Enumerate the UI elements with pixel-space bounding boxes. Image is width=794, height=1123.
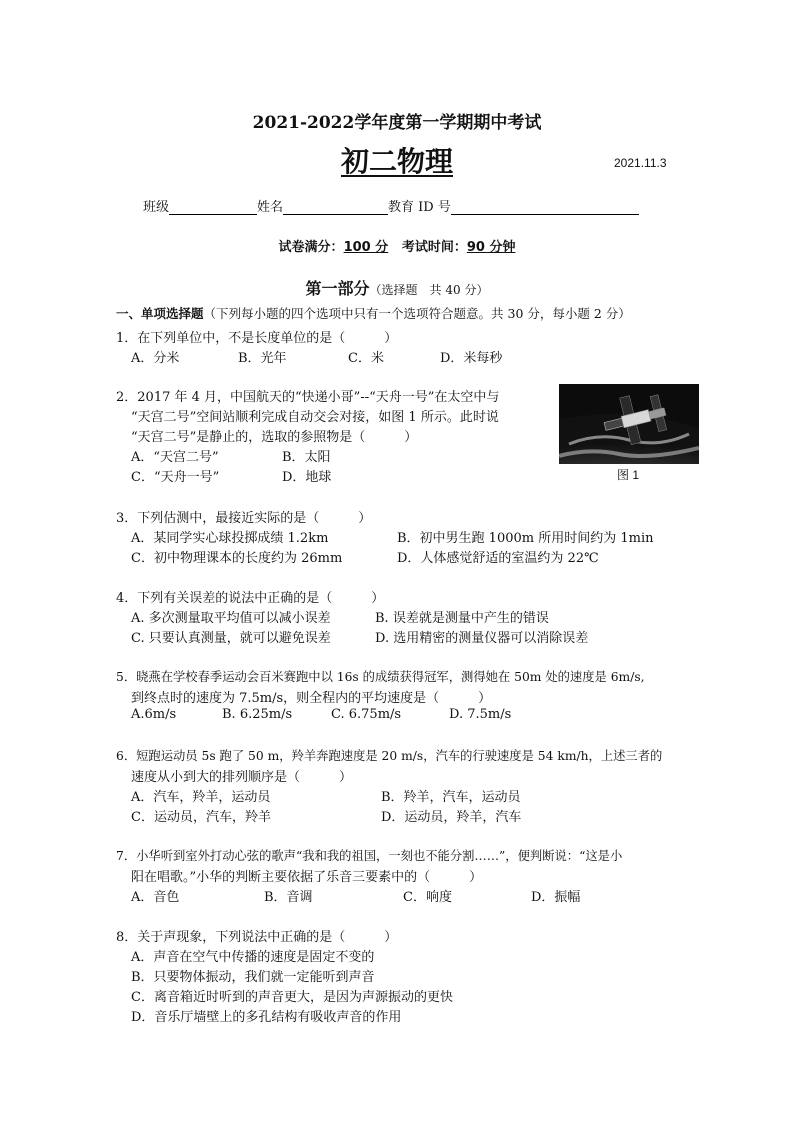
q2-option-d[interactable]: D．地球 — [282, 470, 332, 485]
exam-date: 2021.11.3 — [614, 156, 667, 170]
q6-option-b[interactable]: B．羚羊，汽车，运动员 — [381, 790, 521, 805]
q3-option-c[interactable]: C．初中物理课本的长度约为 26mm — [131, 551, 343, 566]
q7-option-b[interactable]: B．音调 — [264, 890, 313, 905]
q1-option-b[interactable]: B．光年 — [238, 351, 287, 366]
q5-option-d[interactable]: D. 7.5m/s — [449, 707, 512, 722]
q1-stem: 1．在下列单位中，不是长度单位的是（ ） — [116, 331, 398, 346]
class-field[interactable] — [169, 201, 257, 215]
q6-option-c[interactable]: C．运动员，汽车，羚羊 — [131, 810, 271, 825]
q5-stem-line1: 5．晓燕在学校春季运动会百米赛跑中以 16s 的成绩获得冠军，测得她在 50m 处的速度是 6m/s, — [116, 670, 645, 684]
full-score: 100 分 — [343, 240, 389, 255]
figure1-spacecraft-image — [559, 384, 699, 464]
q2-stem-line3: “天宫二号”是静止的，选取的参照物是（ ） — [131, 430, 418, 445]
q8-option-b[interactable]: B．只要物体振动，我们就一定能听到声音 — [131, 970, 375, 985]
q1-option-d[interactable]: D．米每秒 — [440, 351, 503, 366]
q6-stem-line1: 6．短跑运动员 5s 跑了 50 m，羚羊奔跑速度是 20 m/s，汽车的行驶速度是 54 km/h，上述三者的 — [116, 749, 663, 763]
q1-option-c[interactable]: C．米 — [348, 351, 384, 366]
q5-stem-line2: 到终点时的速度为 7.5m/s，则全程内的平均速度是（ ） — [131, 691, 492, 706]
exam-title: 2021-2022学年度第一学期期中考试 — [252, 113, 542, 133]
q3-stem: 3．下列估测中，最接近实际的是（ ） — [116, 511, 372, 526]
student-info-line — [143, 196, 639, 215]
class-label: 班级 — [143, 200, 170, 215]
q8-option-d[interactable]: D．音乐厅墙壁上的多孔结构有吸收声音的作用 — [131, 1010, 402, 1025]
q2-option-c[interactable]: C．“天舟一号” — [131, 470, 220, 485]
q7-option-a[interactable]: A．音色 — [131, 890, 180, 905]
id-label: 教育 ID 号 — [388, 200, 451, 215]
exam-time: 90 分钟 — [466, 240, 516, 255]
q4-option-b[interactable]: B. 误差就是测量中产生的错误 — [375, 611, 549, 626]
q6-stem-line2: 速度从小到大的排列顺序是（ ） — [131, 770, 353, 785]
q8-option-c[interactable]: C．离音箱近时听到的声音更大，是因为声源振动的更快 — [131, 990, 453, 1005]
q2-stem-line2: “天宫二号”空间站顺利完成自动交会对接，如图 1 所示。此时说 — [131, 410, 499, 425]
q6-option-a[interactable]: A．汽车，羚羊，运动员 — [131, 790, 271, 805]
q2-option-a[interactable]: A．“天宫二号” — [131, 450, 219, 465]
figure1-caption: 图 1 — [617, 468, 640, 482]
id-field[interactable] — [451, 201, 639, 215]
q7-option-d[interactable]: D．振幅 — [531, 890, 581, 905]
q8-option-a[interactable]: A．声音在空气中传播的速度是固定不变的 — [131, 950, 375, 965]
q5-option-c[interactable]: C. 6.75m/s — [331, 707, 402, 722]
q2-option-b[interactable]: B．太阳 — [282, 450, 331, 465]
name-field[interactable] — [283, 201, 388, 215]
q3-option-d[interactable]: D．人体感觉舒适的室温约为 22℃ — [397, 551, 599, 566]
q8-stem: 8．关于声现象，下列说法中正确的是（ ） — [116, 930, 398, 945]
q5-option-b[interactable]: B. 6.25m/s — [222, 707, 293, 722]
section-heading: 一、单项选择题（下列每小题的四个选项中只有一个选项符合题意。共 30 分，每小题 2 分） — [116, 306, 631, 321]
score-time-line: 试卷满分：100 分 考试时间：90 分钟 — [278, 240, 516, 255]
name-label: 姓名 — [257, 200, 284, 215]
q3-option-a[interactable]: A．某同学实心球投掷成绩 1.2km — [131, 531, 329, 546]
q5-option-a[interactable]: A.6m/s — [131, 707, 177, 722]
q7-stem-line1: 7．小华听到室外打动心弦的歌声“我和我的祖国，一刻也不能分割……”，便判断说：“这是小 — [116, 849, 623, 863]
q4-option-a[interactable]: A. 多次测量取平均值可以减小误差 — [131, 611, 331, 626]
q7-option-c[interactable]: C．响度 — [403, 890, 452, 905]
subject-title: 初二物理 — [340, 145, 453, 178]
q4-stem: 4．下列有关误差的说法中正确的是（ ） — [116, 591, 385, 606]
q1-option-a[interactable]: A．分米 — [131, 351, 180, 366]
q4-option-c[interactable]: C. 只要认真测量，就可以避免误差 — [131, 631, 331, 646]
part-heading: 第一部分（选择题 共 40 分） — [305, 279, 489, 298]
q2-stem-line1: 2．2017 年 4 月，中国航天的“快递小哥”--“天舟一号”在太空中与 — [116, 390, 500, 405]
q3-option-b[interactable]: B．初中男生跑 1000m 所用时间约为 1min — [397, 531, 654, 546]
q7-stem-line2: 阳在唱歌。”小华的判断主要依据了乐音三要素中的（ ） — [131, 870, 483, 885]
q4-option-d[interactable]: D. 选用精密的测量仪器可以消除误差 — [375, 631, 589, 646]
q6-option-d[interactable]: D．运动员，羚羊，汽车 — [381, 810, 522, 825]
